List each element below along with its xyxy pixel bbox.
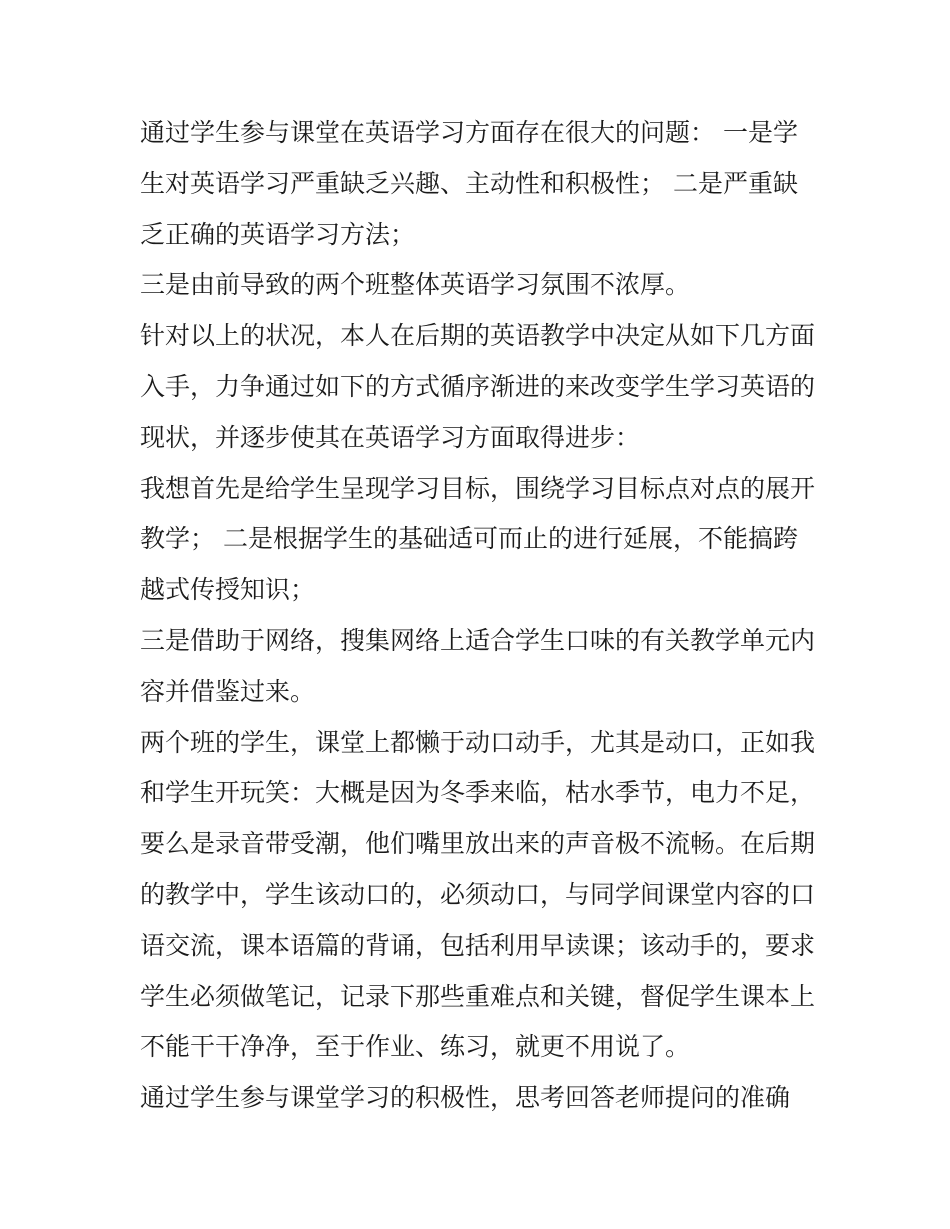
text-line: 的教学中，学生该动口的，必须动口，与同学间课堂内容的口: [140, 879, 816, 909]
text-line: 教学； 二是根据学生的基础适可而止的进行延展，不能搞跨: [140, 524, 798, 554]
text-line: 我想首先是给学生呈现学习目标，围绕学习目标点对点的展开: [140, 473, 816, 503]
text-line: 要么是录音带受潮，他们嘴里放出来的声音极不流畅。在后期: [140, 829, 816, 859]
text-line: 越式传授知识；: [140, 575, 316, 605]
text-line: 两个班的学生，课堂上都懒于动口动手，尤其是动口，正如我: [140, 727, 816, 757]
text-line: 不能干干净净，至于作业、练习，就更不用说了。: [140, 1032, 691, 1062]
text-line: 学生必须做笔记，记录下那些重难点和关键，督促学生课本上: [140, 981, 816, 1011]
text-line: 入手，力争通过如下的方式循序渐进的来改变学生学习英语的: [140, 371, 816, 401]
text-line: 语交流，课本语篇的背诵，包括利用早读课；该动手的，要求: [140, 930, 816, 960]
text-line: 针对以上的状况，本人在后期的英语教学中决定从如下几方面: [140, 321, 816, 351]
text-line: 通过学生参与课堂在英语学习方面存在很大的问题： 一是学: [140, 118, 798, 147]
text-line: 三是由前导致的两个班整体英语学习氛围不浓厚。: [140, 270, 691, 300]
text-line: 和学生开玩笑：大概是因为冬季来临，枯水季节，电力不足，: [140, 778, 816, 808]
document-body: [140, 108, 820, 1124]
text-line: 容并借鉴过来。: [140, 676, 316, 706]
text-line: 乏正确的英语学习方法；: [140, 219, 416, 249]
text-line: 生对英语学习严重缺乏兴趣、主动性和积极性； 二是严重缺: [140, 168, 798, 198]
text-line: 现状，并逐步使其在英语学习方面取得进步：: [140, 422, 641, 452]
text-line: 通过学生参与课堂学习的积极性，思考回答老师提问的准确: [140, 1083, 791, 1113]
text-line: 三是借助于网络，搜集网络上适合学生口味的有关教学单元内: [140, 625, 816, 655]
